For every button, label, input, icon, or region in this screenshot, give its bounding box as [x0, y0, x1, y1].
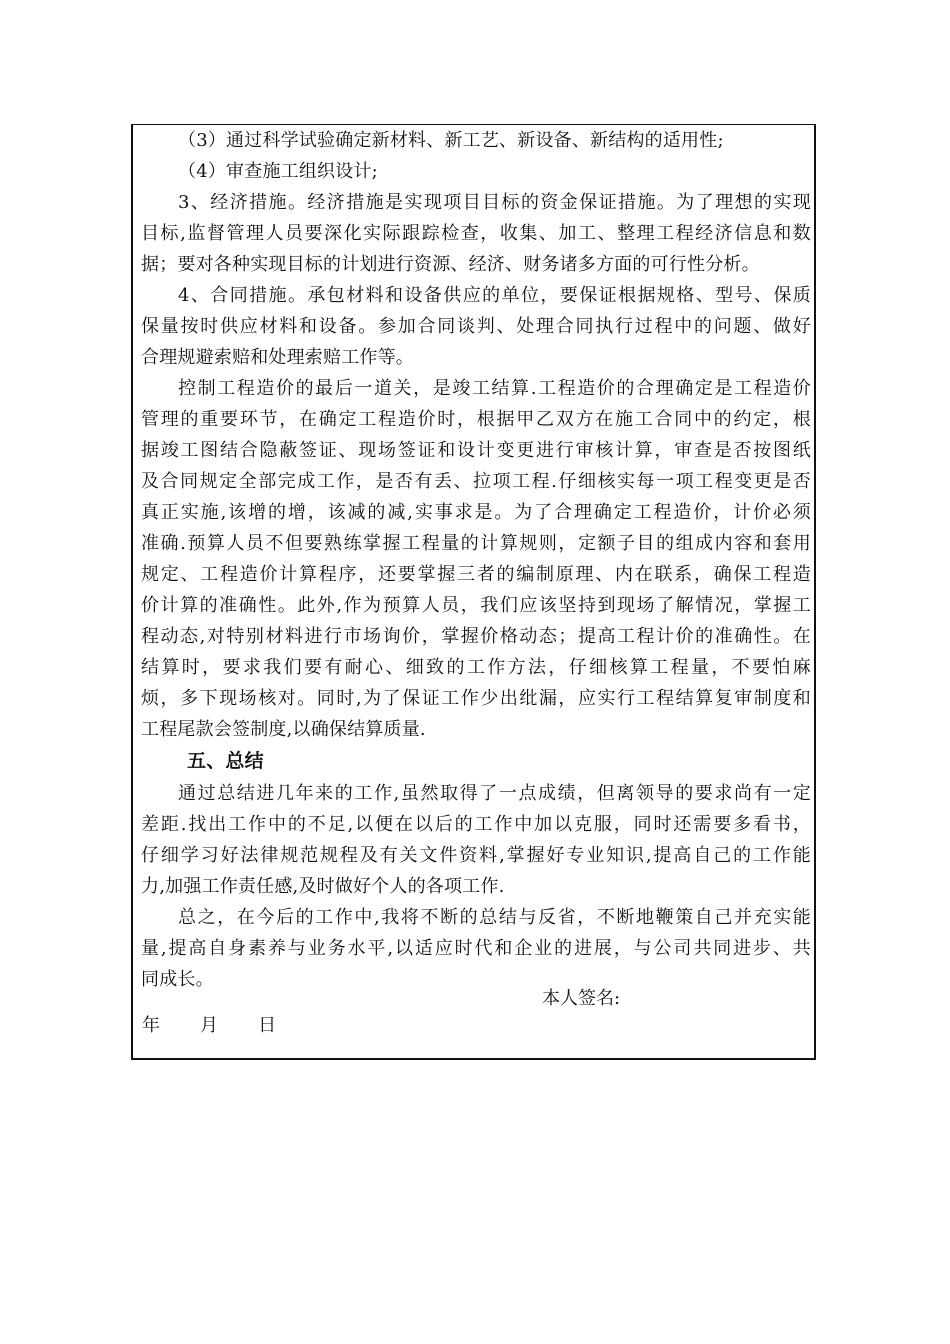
body-text-line: 目标,监督管理人员要深化实际跟踪检查，收集、加工、整理工程经济信息和数 [141, 223, 811, 244]
section-heading-summary: 五、总结 [187, 750, 264, 772]
summary-text-line: 总之，在今后的工作中,我将不断的总结与反省，不断地鞭策自己并充实能 [178, 907, 811, 928]
date-label: 年 月 日 [142, 1015, 277, 1036]
body-text-line: 3、经济措施。经济措施是实现项目目标的资金保证措施。为了理想的实现 [178, 192, 811, 213]
body-text-line: 及合同规定全部完成工作，是否有丢、拉项工程.仔细核实每一项工程变更是否 [141, 471, 811, 492]
summary-text-line: 量,提高自身素养与业务水平,以适应时代和企业的进展，与公司共同进步、共 [141, 938, 811, 959]
body-text-line: （3）通过科学试验确定新材料、新工艺、新设备、新结构的适用性; [178, 130, 724, 151]
summary-section [141, 778, 811, 995]
body-text-line: 保量按时供应材料和设备。参加合同谈判、处理合同执行过程中的问题、做好 [141, 316, 811, 337]
summary-text-line: 仔细学习好法律规范规程及有关文件资料,掌握好专业知识,提高自己的工作能 [141, 845, 811, 866]
summary-text-line: 力,加强工作责任感,及时做好个人的各项工作. [141, 876, 505, 897]
summary-text-line: 同成长。 [141, 969, 214, 990]
summary-text-line: 通过总结进几年来的工作,虽然取得了一点成绩，但离领导的要求尚有一定 [178, 783, 811, 804]
body-text-line: 结算时，要求我们要有耐心、细致的工作方法，仔细核算工程量，不要怕麻 [141, 657, 811, 678]
body-text-line: 价计算的准确性。此外,作为预算人员，我们应该坚持到现场了解情况，掌握工 [141, 595, 811, 616]
signature-label: 本人签名: [542, 988, 621, 1009]
body-text-line: 工程尾款会签制度,以确保结算质量. [141, 719, 426, 740]
body-text-line: 4、合同措施。承包材料和设备供应的单位，要保证根据规格、型号、保质 [178, 285, 811, 306]
body-text-line: （4）审查施工组织设计; [178, 161, 378, 182]
body-text-line: 烦，多下现场核对。同时,为了保证工作少出纰漏，应实行工程结算复审制度和 [141, 688, 811, 709]
body-text-line: 控制工程造价的最后一道关，是竣工结算.工程造价的合理确定是工程造价 [178, 378, 811, 399]
body-text-line: 程动态,对特别材料进行市场询价，掌握价格动态；提高工程计价的准确性。在 [141, 626, 811, 647]
cost-control-section [141, 125, 811, 745]
body-text-line: 合理规避索赔和处理索赔工作等。 [141, 347, 414, 368]
summary-text-line: 差距.找出工作中的不足,以便在以后的工作中加以克服，同时还需要多看书， [141, 814, 811, 835]
body-text-line: 准确.预算人员不但要熟练掌握工程量的计算规则，定额子目的组成内容和套用 [141, 533, 811, 554]
body-text-line: 据；要对各种实现目标的计划进行资源、经济、财务诸多方面的可行性分析。 [141, 254, 760, 275]
body-text-line: 规定、工程造价计算程序，还要掌握三者的编制原理、内在联系，确保工程造 [141, 564, 811, 585]
body-text-line: 真正实施,该增的增，该减的减,实事求是。为了合理确定工程造价，计价必须 [141, 502, 811, 523]
body-text-line: 管理的重要环节，在确定工程造价时，根据甲乙双方在施工合同中的约定，根 [141, 409, 811, 430]
document-body [141, 125, 811, 995]
body-text-line: 据竣工图结合隐蔽签证、现场签证和设计变更进行审核计算，审查是否按图纸 [141, 440, 811, 461]
